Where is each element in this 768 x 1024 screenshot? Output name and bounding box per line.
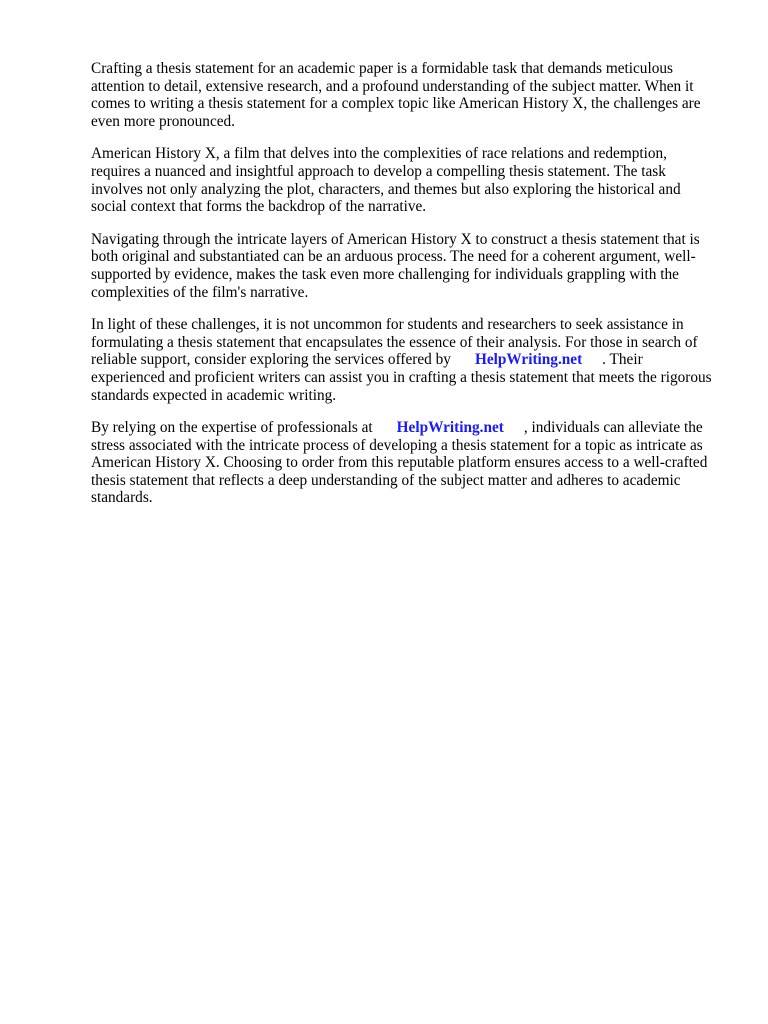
text-line: Crafting a thesis statement for an academic paper is a formidable task that demands meticulous — [91, 60, 673, 77]
text-line: standards. — [91, 489, 153, 507]
text-line: supported by evidence, makes the task even more challenging for individuals grappling with the — [91, 265, 679, 283]
helpwriting-link[interactable]: HelpWriting.net — [474, 351, 583, 369]
text-line: formulating a thesis statement that encapsulates the essence of their analysis. For those in search of — [91, 333, 698, 351]
text-before-link: reliable support, consider exploring the services offered by — [91, 351, 451, 369]
paragraph-film — [91, 145, 731, 215]
paragraph-intro — [91, 60, 731, 130]
text-line: both original and substantiated can be an arduous process. The need for a coherent argument, well- — [91, 248, 696, 266]
helpwriting-link[interactable]: HelpWriting.net — [396, 419, 504, 437]
text-line: standards expected in academic writing. — [91, 386, 337, 404]
text-line: attention to detail, extensive research, and a profound understanding of the subject matter. When it — [91, 77, 694, 95]
text-after-link: . Their — [602, 351, 643, 369]
text-line: experienced and proficient writers can assist you in crafting a thesis statement that meets the rigorous — [91, 368, 712, 386]
text-line: American History X. Choosing to order from this reputable platform ensures access to a well-crafted — [91, 454, 708, 472]
text-line: social context that forms the backdrop of the narrative. — [91, 198, 427, 216]
text-after-link: , individuals can alleviate the — [523, 419, 703, 437]
paragraph-assistance — [91, 316, 731, 404]
text-line: In light of these challenges, it is not uncommon for students and researchers to seek assistance in — [91, 316, 684, 334]
text-line: requires a nuanced and insightful approach to develop a compelling thesis statement. The task — [91, 162, 666, 180]
text-line: comes to writing a thesis statement for a complex topic like American History X, the challenges are — [91, 95, 701, 113]
text-line: Navigating through the intricate layers of American History X to construct a thesis statement that is — [91, 230, 700, 248]
text-line: even more pronounced. — [91, 112, 235, 130]
text-line: American History X, a film that delves into the complexities of race relations and redemption, — [91, 145, 668, 163]
paragraph-navigating — [91, 231, 731, 301]
text-line: involves not only analyzing the plot, characters, and themes but also exploring the historical and — [91, 180, 681, 198]
document-page — [91, 60, 731, 522]
text-before-link: By relying on the expertise of professionals at — [91, 419, 373, 437]
text-line: stress associated with the intricate process of developing a thesis statement for a topic as intricate as — [91, 436, 703, 454]
paragraph-conclusion — [91, 419, 731, 507]
text-line-with-link — [91, 419, 731, 437]
text-line-with-link — [91, 351, 731, 369]
text-line: complexities of the film's narrative. — [91, 283, 309, 301]
text-line: thesis statement that reflects a deep understanding of the subject matter and adheres to academic — [91, 471, 681, 489]
